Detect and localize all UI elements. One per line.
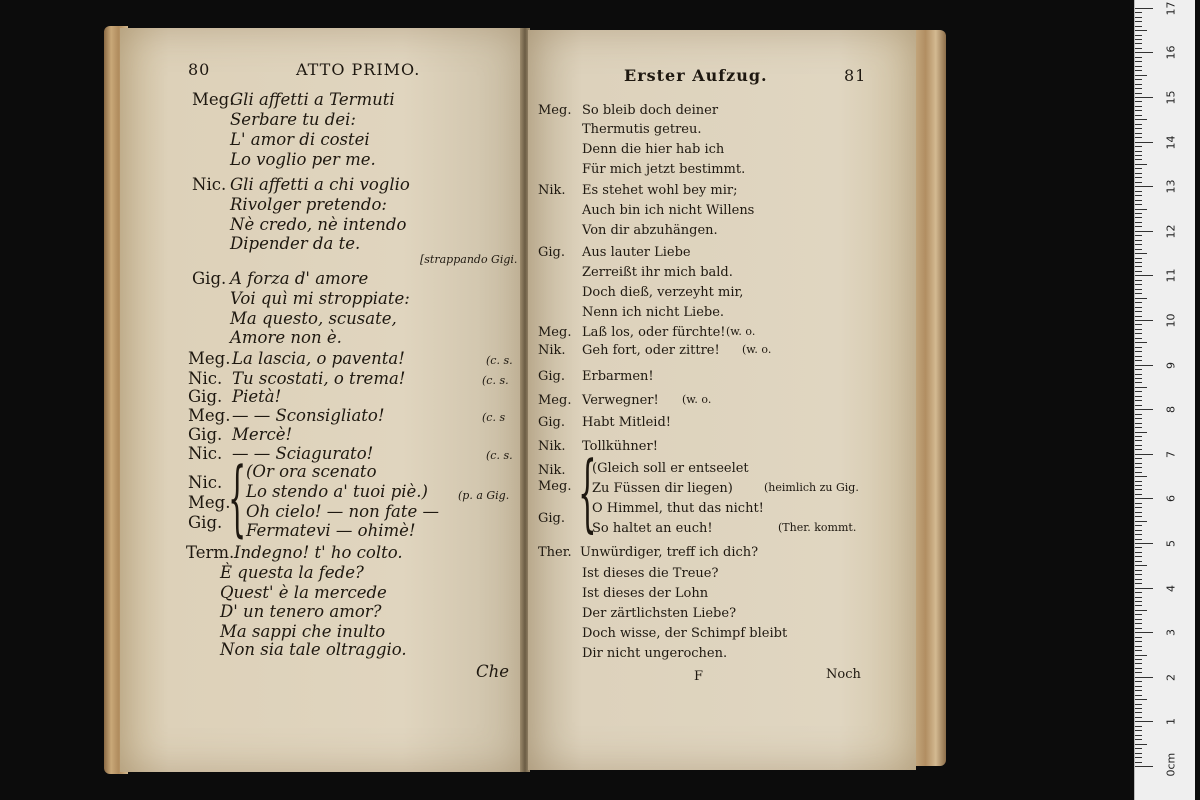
ruler-tick	[1135, 503, 1142, 504]
ruler-tick	[1135, 133, 1142, 134]
ruler-tick	[1135, 672, 1142, 673]
stage-direction: (w. o.	[682, 393, 712, 406]
verse-line: Dir nicht ungerochen.	[582, 646, 728, 661]
ruler-tick	[1135, 258, 1142, 259]
verse-line: Serbare tu dei:	[230, 110, 356, 129]
ruler-tick	[1135, 396, 1142, 397]
ruler-tick	[1135, 119, 1147, 120]
verse-line: Dipender da te.	[230, 234, 361, 253]
verse-line: Nè credo, nè intendo	[230, 215, 407, 234]
ruler-tick	[1135, 298, 1147, 299]
ruler-number: 12	[1164, 224, 1178, 239]
ruler-tick	[1135, 423, 1142, 424]
ruler-tick	[1135, 182, 1142, 183]
ruler-tick	[1135, 601, 1142, 602]
ruler-tick	[1135, 721, 1153, 722]
ruler-tick	[1135, 39, 1142, 40]
ruler-tick	[1135, 498, 1153, 499]
ruler-tick	[1135, 650, 1142, 651]
verse-line: Gli affetti a chi voglio	[230, 175, 410, 194]
ruler-tick	[1135, 186, 1153, 187]
ruler-tick	[1135, 405, 1142, 406]
verse-line: Tollkühner!	[582, 439, 658, 454]
ruler-tick	[1135, 547, 1142, 548]
ruler-tick	[1135, 369, 1142, 370]
speaker: Ther.	[538, 545, 572, 560]
verse-line: Ma questo, scusate,	[230, 309, 397, 328]
ruler-tick	[1135, 387, 1147, 388]
ruler-tick	[1135, 311, 1142, 312]
ruler-tick	[1135, 137, 1142, 138]
speaker: Nik.	[538, 463, 566, 478]
stage-direction: (c. s.	[486, 449, 513, 462]
verse-line: Der zärtlichsten Liebe?	[582, 606, 737, 621]
ruler-tick	[1135, 17, 1142, 18]
ruler-tick	[1135, 284, 1142, 285]
ruler-number: 8	[1164, 406, 1178, 414]
ruler-tick	[1135, 302, 1142, 303]
verse-line: Habt Mitleid!	[582, 415, 672, 430]
ruler-tick	[1135, 530, 1142, 531]
stage-direction: (c. s.	[486, 354, 513, 367]
verse-line: Gli affetti a Termuti	[230, 90, 395, 109]
ruler-tick	[1135, 173, 1142, 174]
ruler-tick	[1135, 632, 1153, 633]
ruler-number: 16	[1164, 45, 1178, 60]
ruler-number: 14	[1164, 135, 1178, 150]
ruler-tick	[1135, 101, 1142, 102]
right-page	[528, 30, 916, 770]
verse-line: Doch wisse, der Schimpf bleibt	[582, 626, 788, 641]
ruler-tick	[1135, 539, 1142, 540]
stage-direction: (w. o.	[742, 343, 772, 356]
stage-direction: (c. s.	[482, 374, 509, 387]
speaker: Nic.	[192, 175, 227, 194]
ruler-tick	[1135, 726, 1142, 727]
left-page	[120, 28, 524, 772]
stage-direction: [strappando Gigi.	[420, 253, 518, 266]
ruler-unit-label: 0cm	[1164, 752, 1178, 777]
ruler-tick	[1135, 597, 1142, 598]
ruler-tick	[1135, 637, 1142, 638]
ruler-tick	[1135, 378, 1142, 379]
ruler-tick	[1135, 262, 1142, 263]
speaker: Meg.	[188, 349, 231, 368]
ruler-tick	[1135, 151, 1142, 152]
ruler-tick	[1135, 307, 1142, 308]
ruler-tick	[1135, 614, 1142, 615]
speaker: Meg.	[188, 493, 231, 512]
verse-line: Tu scostati, o trema!	[232, 369, 406, 388]
ruler-tick	[1135, 35, 1142, 36]
verse-line: Voi quì mi stroppiate:	[230, 289, 410, 308]
ruler-tick	[1135, 244, 1142, 245]
ruler-tick	[1135, 115, 1142, 116]
ruler-tick	[1135, 485, 1142, 486]
speaker: Nik.	[538, 343, 566, 358]
ruler-tick	[1135, 75, 1147, 76]
ruler-tick	[1135, 663, 1142, 664]
verse-line: — — Sciagurato!	[232, 444, 374, 463]
stage-direction: (Ther. kommt.	[778, 521, 857, 534]
ruler-tick	[1135, 320, 1153, 321]
running-head-right: Erster Aufzug.	[624, 66, 768, 85]
ruler-tick	[1135, 507, 1142, 508]
ruler-tick	[1135, 592, 1142, 593]
verse-line: Zerreißt ihr mich bald.	[582, 265, 733, 280]
ruler-tick	[1135, 356, 1142, 357]
ruler-tick	[1135, 766, 1153, 767]
ruler-tick	[1135, 489, 1142, 490]
verse-line: Rivolger pretendo:	[230, 195, 387, 214]
brace: {	[578, 443, 597, 541]
verse-line: Erbarmen!	[582, 369, 654, 384]
ruler-number: 5	[1164, 540, 1178, 547]
ruler-tick	[1135, 52, 1153, 53]
ruler-tick	[1135, 128, 1142, 129]
ruler-tick	[1135, 43, 1142, 44]
speaker: Meg.	[188, 406, 231, 425]
ruler-tick	[1135, 605, 1142, 606]
ruler-tick	[1135, 762, 1142, 763]
ruler-tick	[1135, 494, 1142, 495]
ruler-tick	[1135, 570, 1142, 571]
speaker: Term.	[186, 543, 235, 562]
verse-line: (Gleich soll er entseelet	[592, 461, 749, 476]
ruler-number: 10	[1164, 313, 1178, 328]
ruler-tick	[1135, 556, 1142, 557]
verse-line: Ist dieses der Lohn	[582, 586, 709, 601]
ruler-tick	[1135, 579, 1142, 580]
ruler-tick	[1135, 440, 1142, 441]
ruler-tick	[1135, 222, 1142, 223]
ruler-tick	[1135, 333, 1142, 334]
ruler-tick	[1135, 204, 1142, 205]
verse-line: Zu Füssen dir liegen)	[592, 481, 733, 496]
verse-line: Für mich jetzt bestimmt.	[582, 162, 746, 177]
ruler-tick	[1135, 168, 1142, 169]
ruler-tick	[1135, 159, 1142, 160]
speaker: Nik.	[538, 439, 566, 454]
ruler-tick	[1135, 414, 1142, 415]
ruler-tick	[1135, 21, 1142, 22]
measuring-ruler	[1134, 0, 1195, 800]
ruler-tick	[1135, 628, 1142, 629]
ruler-tick	[1135, 280, 1142, 281]
ruler-tick	[1135, 382, 1142, 383]
ruler-tick	[1135, 699, 1147, 700]
ruler-tick	[1135, 84, 1142, 85]
stage-direction: (p. a Gig.	[458, 489, 510, 502]
brace: {	[228, 451, 247, 546]
verse-line: Geh fort, oder zittre!	[582, 343, 720, 358]
verse-line: Pietà!	[232, 387, 282, 406]
ruler-tick	[1135, 275, 1153, 276]
verse-line: Denn die hier hab ich	[582, 142, 725, 157]
ruler-tick	[1135, 409, 1153, 410]
ruler-tick	[1135, 418, 1142, 419]
verse-line: Aus lauter Liebe	[582, 245, 691, 260]
verse-line: Es stehet wohl bey mir;	[582, 183, 738, 198]
ruler-tick	[1135, 739, 1142, 740]
verse-line: — — Sconsigliato!	[232, 406, 385, 425]
ruler-tick	[1135, 235, 1142, 236]
ruler-tick	[1135, 155, 1142, 156]
ruler-tick	[1135, 561, 1142, 562]
verse-line: È questa la fede?	[220, 563, 364, 582]
speaker: Gig.	[538, 245, 565, 260]
ruler-tick	[1135, 472, 1142, 473]
ruler-tick	[1135, 61, 1142, 62]
speaker: Gig.	[538, 369, 565, 384]
ruler-number: 11	[1164, 268, 1178, 283]
ruler-number: 6	[1164, 495, 1178, 503]
verse-line: Doch dieß, verzeyht mir,	[582, 285, 744, 300]
verse-line: A forza d' amore	[230, 269, 369, 288]
ruler-tick	[1135, 704, 1142, 705]
ruler-tick	[1135, 8, 1153, 9]
catchword: Noch	[826, 667, 861, 682]
book-page-edges-right	[912, 30, 946, 766]
ruler-tick	[1135, 217, 1142, 218]
verse-line: Mercè!	[232, 425, 293, 444]
ruler-tick	[1135, 619, 1142, 620]
ruler-tick	[1135, 516, 1142, 517]
ruler-tick	[1135, 271, 1142, 272]
verse-line: Ma sappi che inulto	[220, 622, 386, 641]
verse-line: So bleib doch deiner	[582, 103, 719, 118]
ruler-tick	[1135, 329, 1142, 330]
signature-mark: F	[694, 669, 704, 684]
verse-line: Von dir abzuhängen.	[582, 223, 718, 238]
ruler-tick	[1135, 338, 1142, 339]
ruler-tick	[1135, 351, 1142, 352]
ruler-tick	[1135, 391, 1142, 392]
ruler-tick	[1135, 289, 1142, 290]
ruler-tick	[1135, 512, 1142, 513]
ruler-number: 4	[1164, 584, 1178, 592]
ruler-tick	[1135, 552, 1142, 553]
ruler-tick	[1135, 730, 1142, 731]
ruler-tick	[1135, 677, 1153, 678]
ruler-tick	[1135, 646, 1142, 647]
ruler-tick	[1135, 623, 1142, 624]
ruler-tick	[1135, 88, 1142, 89]
verse-line: Amore non è.	[230, 328, 342, 347]
speaker: Gig.	[538, 415, 565, 430]
ruler-tick	[1135, 142, 1153, 143]
verse-line: Laß los, oder fürchte!	[582, 325, 726, 340]
ruler-tick	[1135, 574, 1142, 575]
ruler-tick	[1135, 463, 1142, 464]
ruler-tick	[1135, 347, 1142, 348]
speaker: Nic.	[188, 369, 223, 388]
ruler-number: 2	[1164, 673, 1178, 681]
ruler-tick	[1135, 525, 1142, 526]
ruler-tick	[1135, 708, 1142, 709]
ruler-tick	[1135, 200, 1142, 201]
ruler-tick	[1135, 712, 1142, 713]
ruler-tick	[1135, 400, 1142, 401]
verse-line: Lo voglio per me.	[230, 150, 376, 169]
ruler-tick	[1135, 365, 1153, 366]
ruler-tick	[1135, 195, 1142, 196]
ruler-tick	[1135, 12, 1142, 13]
ruler-tick	[1135, 467, 1142, 468]
ruler-tick	[1135, 445, 1142, 446]
ruler-tick	[1135, 249, 1142, 250]
ruler-number: 7	[1164, 450, 1178, 458]
ruler-tick	[1135, 681, 1142, 682]
ruler-tick	[1135, 757, 1142, 758]
speaker: Meg.	[538, 325, 572, 340]
running-head-left: ATTO PRIMO.	[296, 60, 421, 79]
ruler-tick	[1135, 164, 1147, 165]
verse-line: Unwürdiger, treff ich dich?	[580, 545, 759, 560]
verse-line: Lo stendo a' tuoi piè.)	[246, 482, 428, 501]
verse-line: Verwegner!	[582, 393, 659, 408]
ruler-tick	[1135, 583, 1142, 584]
ruler-tick	[1135, 316, 1142, 317]
verse-line: D' un tenero amor?	[220, 602, 382, 621]
ruler-tick	[1135, 191, 1142, 192]
speaker: Meg.	[538, 393, 572, 408]
ruler-tick	[1135, 360, 1142, 361]
ruler-tick	[1135, 686, 1142, 687]
ruler-tick	[1135, 66, 1142, 67]
ruler-tick	[1135, 30, 1147, 31]
speaker: Meg.	[538, 103, 572, 118]
ruler-tick	[1135, 70, 1142, 71]
ruler-tick	[1135, 97, 1153, 98]
ruler-number: 13	[1164, 179, 1178, 194]
ruler-number: 9	[1164, 361, 1178, 369]
ruler-tick	[1135, 717, 1142, 718]
verse-line: Fermatevi — ohimè!	[246, 521, 416, 540]
ruler-tick	[1135, 458, 1142, 459]
ruler-tick	[1135, 342, 1147, 343]
ruler-tick	[1135, 57, 1142, 58]
catchword: Che	[476, 662, 510, 681]
speaker: Meg.	[538, 479, 572, 494]
ruler-tick	[1135, 543, 1153, 544]
ruler-tick	[1135, 226, 1142, 227]
ruler-tick	[1135, 476, 1147, 477]
verse-line: So haltet an euch!	[592, 521, 713, 536]
verse-line: Oh cielo! — non fate —	[246, 502, 440, 521]
verse-line: Indegno! t' ho colto.	[234, 543, 403, 562]
ruler-tick	[1135, 655, 1147, 656]
ruler-tick	[1135, 690, 1142, 691]
ruler-tick	[1135, 735, 1142, 736]
ruler-tick	[1135, 213, 1142, 214]
speaker: Gig.	[188, 387, 223, 406]
ruler-tick	[1135, 374, 1142, 375]
ruler-number: 15	[1164, 90, 1178, 105]
ruler-tick	[1135, 324, 1142, 325]
ruler-tick	[1135, 110, 1142, 111]
speaker: Nik.	[538, 183, 566, 198]
speaker: Gig.	[188, 513, 223, 532]
ruler-tick	[1135, 209, 1147, 210]
ruler-tick	[1135, 641, 1142, 642]
ruler-tick	[1135, 253, 1147, 254]
ruler-tick	[1135, 695, 1142, 696]
speaker: Gig.	[192, 269, 227, 288]
page-number-right: 81	[844, 66, 867, 85]
page-number-left: 80	[188, 60, 211, 79]
ruler-tick	[1135, 436, 1142, 437]
ruler-tick	[1135, 106, 1142, 107]
ruler-tick	[1135, 610, 1147, 611]
ruler-tick	[1135, 659, 1142, 660]
ruler-tick	[1135, 240, 1142, 241]
ruler-tick	[1135, 588, 1153, 589]
ruler-number: 17	[1164, 1, 1178, 16]
ruler-tick	[1135, 744, 1147, 745]
ruler-tick	[1135, 266, 1142, 267]
ruler-tick	[1135, 177, 1142, 178]
ruler-tick	[1135, 565, 1147, 566]
ruler-tick	[1135, 427, 1142, 428]
ruler-number: 1	[1164, 718, 1178, 726]
ruler-tick	[1135, 748, 1142, 749]
speaker: Gig.	[538, 511, 565, 526]
verse-line: Ist dieses die Treue?	[582, 566, 719, 581]
ruler-tick	[1135, 26, 1142, 27]
stage-direction: (w. o.	[726, 325, 756, 338]
ruler-tick	[1135, 124, 1142, 125]
ruler-tick	[1135, 293, 1142, 294]
ruler-tick	[1135, 521, 1147, 522]
ruler-tick	[1135, 753, 1142, 754]
speaker: Meg.	[192, 90, 235, 109]
speaker: Nic.	[188, 444, 223, 463]
stage-direction: (heimlich zu Gig.	[764, 481, 859, 494]
ruler-tick	[1135, 432, 1147, 433]
speaker: Gig.	[188, 425, 223, 444]
verse-line: O Himmel, thut das nicht!	[592, 501, 764, 516]
ruler-tick	[1135, 449, 1142, 450]
ruler-tick	[1135, 93, 1142, 94]
verse-line: Quest' è la mercede	[220, 583, 387, 602]
verse-line: Nenn ich nicht Liebe.	[582, 305, 725, 320]
verse-line: L' amor di costei	[230, 130, 370, 149]
verse-line: Non sia tale oltraggio.	[220, 640, 407, 659]
speaker: Nic.	[188, 473, 223, 492]
ruler-number: 3	[1164, 629, 1178, 637]
verse-line: La lascia, o paventa!	[232, 349, 405, 368]
ruler-tick	[1135, 481, 1142, 482]
stage-direction: (c. s	[482, 411, 506, 424]
ruler-tick	[1135, 454, 1153, 455]
ruler-tick	[1135, 534, 1142, 535]
verse-line: Thermutis getreu.	[582, 122, 702, 137]
verse-line: Auch bin ich nicht Willens	[582, 203, 755, 218]
verse-line: (Or ora scenato	[246, 462, 377, 481]
ruler-tick	[1135, 79, 1142, 80]
ruler-tick	[1135, 231, 1153, 232]
ruler-tick	[1135, 146, 1142, 147]
ruler-tick	[1135, 48, 1142, 49]
ruler-tick	[1135, 668, 1142, 669]
